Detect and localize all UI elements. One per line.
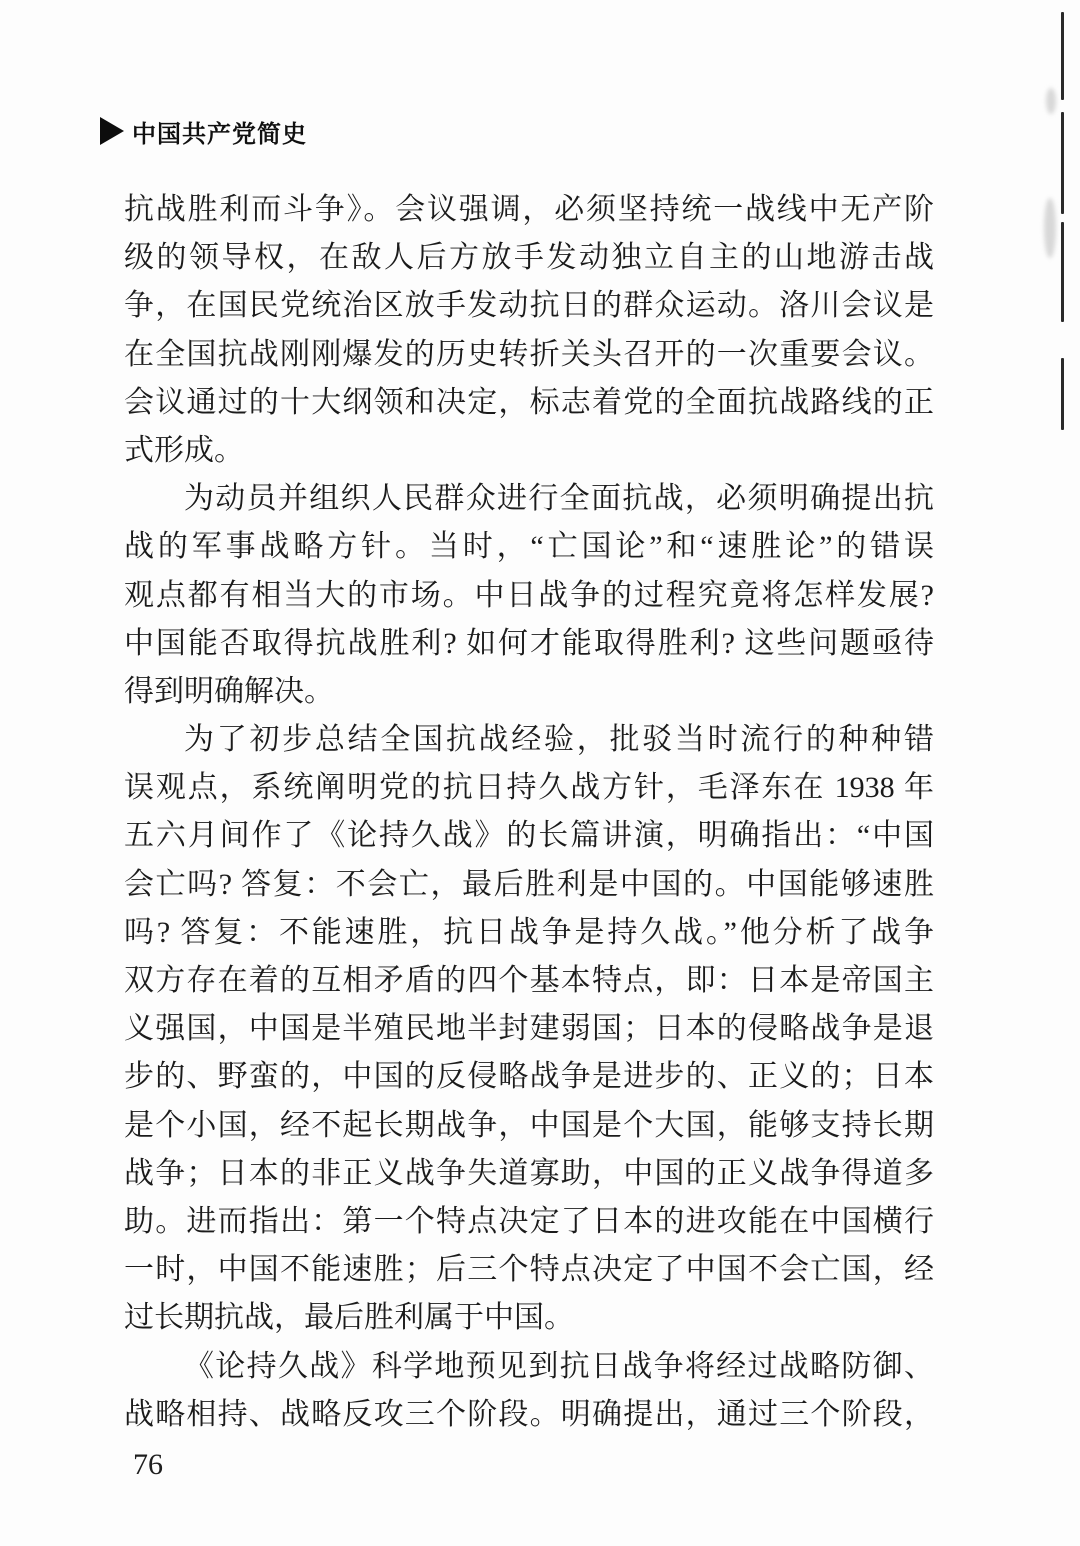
text-line: 级的领导权，在敌人后方放手发动独立自主的山地游击战 [124, 241, 934, 275]
scan-artifact-line [1061, 358, 1064, 430]
text-line: 是个小国，经不起长期战争，中国是个大国，能够支持长期 [124, 1108, 934, 1142]
text-line: 为了初步总结全国抗战经验，批驳当时流行的种种错 [184, 723, 934, 757]
text-line: 会议通过的十大纲领和决定，标志着党的全面抗战路线的正 [124, 385, 934, 419]
text-line: 观点都有相当大的市场。中日战争的过程究竟将怎样发展? [124, 578, 934, 612]
scan-artifact-smudge [1046, 88, 1056, 114]
text-line: 五六月间作了《论持久战》的长篇讲演，明确指出：“中国 [124, 819, 934, 853]
text-line: 战的军事战略方针。当时，“亡国论”和“速胜论”的错误 [124, 530, 934, 564]
text-line: 得到明确解决。 [124, 674, 334, 708]
text-line: 会亡吗? 答复：不会亡，最后胜利是中国的。中国能够速胜 [124, 867, 934, 901]
right-triangle-icon [100, 117, 124, 145]
text-line: 式形成。 [124, 433, 244, 467]
text-line: 在全国抗战刚刚爆发的历史转折关头召开的一次重要会议。 [124, 337, 934, 371]
scan-artifact-line [1061, 112, 1064, 214]
text-line: 为动员并组织人民群众进行全面抗战，必须明确提出抗 [184, 482, 934, 516]
text-line: 战略相持、战略反攻三个阶段。明确提出，通过三个阶段， [124, 1397, 934, 1431]
text-line: 抗战胜利而斗争》。会议强调，必须坚持统一战线中无产阶 [124, 193, 934, 226]
text-line: 助。进而指出：第一个特点决定了日本的进攻能在中国横行 [124, 1204, 934, 1238]
scan-artifact-line [1061, 222, 1064, 322]
running-header [100, 114, 307, 148]
text-line: 争，在国民党统治区放手发动抗日的群众运动。洛川会议是 [124, 289, 934, 323]
text-line: 中国能否取得抗战胜利? 如何才能取得胜利? 这些问题亟待 [124, 626, 934, 660]
text-line: 步的、野蛮的，中国的反侵略战争是进步的、正义的；日本 [124, 1060, 934, 1094]
text-line: 吗? 答复：不能速胜，抗日战争是持久战。”他分析了战争 [124, 915, 934, 949]
text-line: 战争；日本的非正义战争失道寡助，中国的正义战争得道多 [124, 1156, 934, 1190]
scan-artifact-smudge [1044, 198, 1056, 258]
text-line: 《论持久战》科学地预见到抗日战争将经过战略防御、 [184, 1349, 934, 1383]
book-title: 中国共产党简史 [132, 119, 307, 148]
text-line: 义强国，中国是半殖民地半封建弱国；日本的侵略战争是退 [124, 1012, 934, 1046]
text-line: 双方存在着的互相矛盾的四个基本特点，即：日本是帝国主 [124, 964, 934, 997]
body-text [124, 186, 934, 1439]
text-line: 一时，中国不能速胜；后三个特点决定了中国不会亡国，经 [124, 1253, 934, 1287]
text-line: 过长期抗战，最后胜利属于中国。 [124, 1301, 574, 1335]
scan-artifact-line [1061, 12, 1064, 100]
text-line: 误观点，系统阐明党的抗日持久战方针，毛泽东在 1938 年 [124, 771, 934, 805]
page-number: 76 [133, 1448, 163, 1481]
